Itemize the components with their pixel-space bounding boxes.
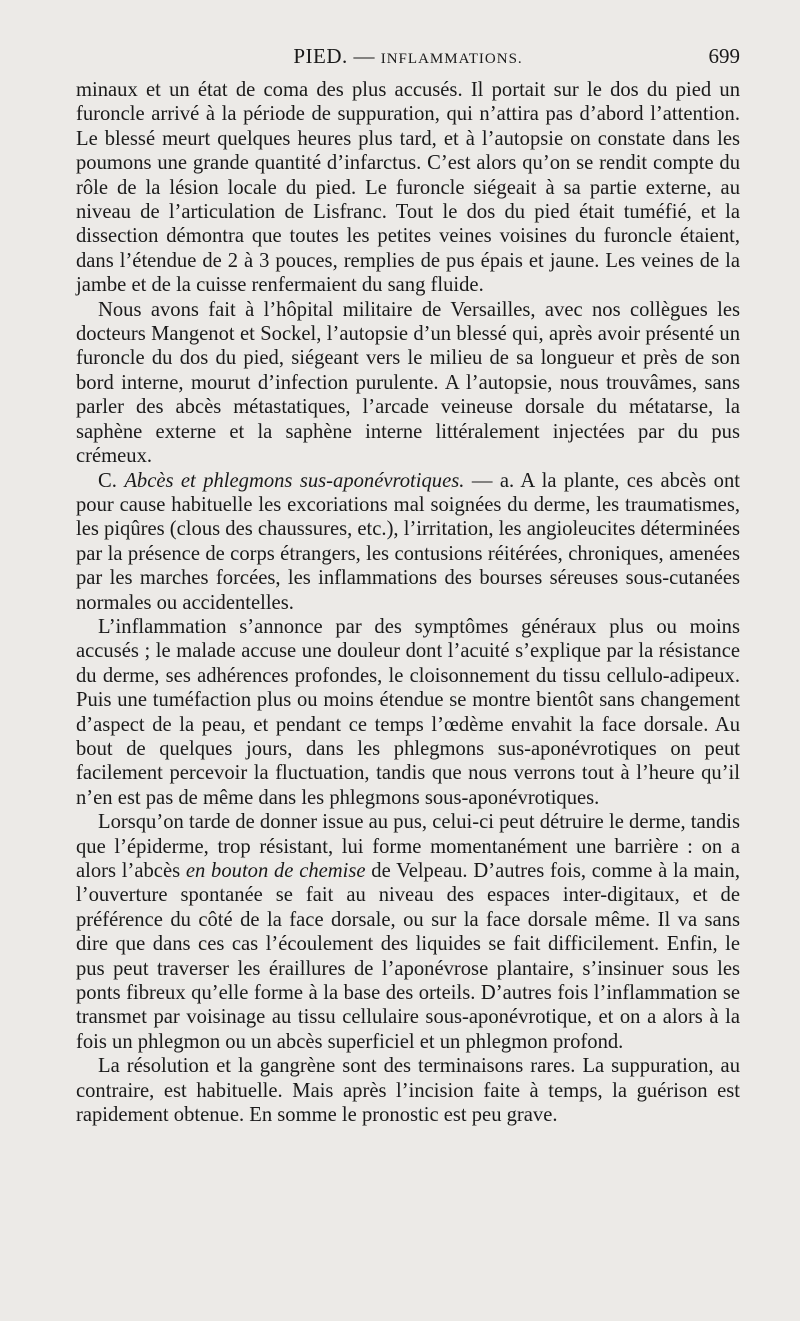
running-title: [76, 44, 740, 69]
text-run: Nous avons fait à l’hôpital militaire de Versailles, avec nos collègues les docteurs Mangenot et Sockel, l’autopsie d’un blessé qui, après avoir présenté un furoncle du dos du pied, siégeant vers le milieu de sa longueur et près de son bord interne, mourut d’infection purulente. A l’autopsie, nous trouvâmes, sans parler des abcès métastatiques, l’arcade veineuse dorsale du métatarse, la saphène externe et la saphène interne littéralement injectées par du pus crémeux.: [76, 298, 740, 468]
paragraph: [76, 810, 740, 1054]
text-run: L’inflammation s’annonce par des symptômes généraux plus ou moins accusés ; le malade accuse une douleur dont l’acuité s’explique par la résistance du derme, ses adhérences profondes, le cloisonnement du tissu cellulo-adipeux. Puis une tuméfaction plus ou moins étendue se montre bientôt sans changement d’aspect de la peau, et pendant ce temps l’œdème envahit la face dorsale. Au bout de quelques jours, dans les phlegmons sus-aponévrotiques on peut facilement percevoir la fluctuation, tandis que nous verrons tout à l’heure qu’il n’en est pas de même dans les phlegmons sous-aponévrotiques.: [76, 615, 740, 809]
paragraph: [76, 298, 740, 469]
text-run: de Velpeau. D’autres fois, comme à la main, l’ouverture spontanée se fait au niveau des espaces inter-digitaux, et de préférence du côté de la face dorsale, ou sur la face dorsale même. Il va sans dire que dans ces cas l’écoulement des liquides se fait difficilement. Enfin, le pus peut traverser les éraillures de l’aponévrose plantaire, s’insinuer sous les ponts fibreux qu’elle forme à la base des orteils. D’autres fois l’inflammation se transmet par voisinage au tissu cellulaire sous-aponévrotique, et on a alors à la fois un phlegmon ou un abcès superficiel et un phlegmon profond.: [76, 860, 740, 1053]
header-title: PIED.: [293, 44, 348, 68]
body-text: [76, 78, 740, 1127]
page-number: 699: [708, 44, 740, 68]
text-run: La résolution et la gangrène sont des terminaisons rares. La suppuration, au contraire, est habituelle. Mais après l’incision faite à temps, la guérison est rapidement obtenue. En somme le pronostic est peu grave.: [76, 1055, 740, 1127]
paragraph: [76, 1054, 740, 1127]
paragraph: [76, 78, 740, 298]
header-dash: —: [347, 44, 381, 68]
paragraph-section-c: [76, 469, 740, 615]
text-run: minaux et un état de coma des plus accusés. Il portait sur le dos du pied un furoncle arrivé à la période de suppuration, qui n’attira pas d’abord l’attention. Le blessé meurt quelques heures plus tard, et à l’autopsie on constate dans les poumons une grande quantité d’infarctus. C’est alors qu’on se rendit compte du rôle de la lésion locale du pied. Le furoncle siégeait à sa partie externe, au niveau de l’articulation de Lisfranc. Tout le dos du pied était tuméfié, et la dissection démontra que toutes les petites veines voisines du furoncle étaient, dans l’étendue de 2 à 3 pouces, remplies de pus épais et jaune. Les veines de la jambe et de la cuisse renfermaient du sang fluide.: [76, 79, 740, 297]
section-heading-italic: Abcès et phlegmons sus-aponévrotiques.: [124, 469, 465, 492]
text-run: Lorsqu’on tarde de donner issue au pus, celui-ci peut détruire le derme, tandis que l’épiderme, trop résistant, lui forme momentanément une barrière : on a alors l’abcès: [76, 811, 740, 882]
header-subtitle: INFLAMMATIONS.: [380, 51, 523, 67]
text-run: C.: [98, 469, 125, 492]
italic-term: en bouton de chemise: [185, 860, 366, 882]
paragraph: [76, 615, 740, 810]
text-run: — a. A la plante, ces abcès ont pour cause habituelle les excoriations mal soignées du derme, les traumatismes, les piqûres (clous des chaussures, etc.), l’irritation, les angioleucites déterminées par la présence de corps étrangers, les contusions réitérées, chroniques, amenées par les marches forcées, les inflammations des bourses séreuses sous-cutanées normales ou accidentelles.: [76, 469, 740, 614]
running-header: [76, 44, 740, 72]
